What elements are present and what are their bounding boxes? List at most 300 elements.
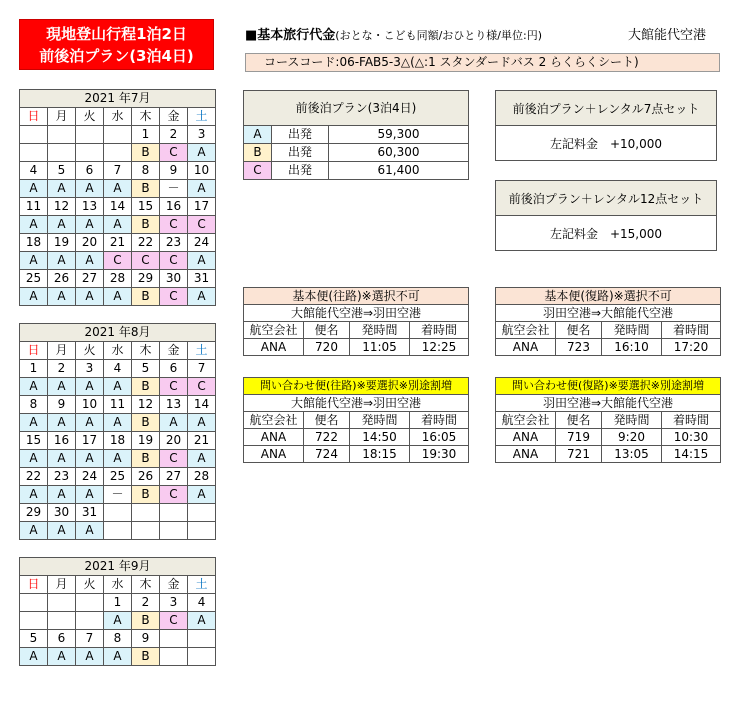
flight-basic-return: [495, 287, 721, 356]
flight-cell: ANA: [244, 429, 304, 446]
calendar-plan-code: A: [48, 216, 76, 234]
calendar-code-row: [20, 612, 216, 630]
rental12-table: [495, 180, 717, 251]
calendar-date: 19: [132, 432, 160, 450]
flight-cell: 11:05: [350, 339, 410, 356]
calendar-code-row: [20, 522, 216, 540]
calendar-plan-code: A: [48, 180, 76, 198]
calendar-date: 7: [76, 630, 104, 648]
flight-column-header: 発時間: [350, 322, 410, 339]
weekday-header: 火: [76, 108, 104, 126]
calendar-plan-code: A: [48, 522, 76, 540]
calendar-plan-code: A: [20, 288, 48, 306]
flight-cell: 720: [304, 339, 350, 356]
plan-price: 59,300: [329, 126, 469, 144]
calendar-date: 13: [76, 198, 104, 216]
rental7-title: 前後泊プラン＋レンタル7点セット: [496, 91, 717, 126]
calendar-plan-code: A: [188, 180, 216, 198]
calendar-date: [104, 126, 132, 144]
flight-cell: 9:20: [602, 429, 662, 446]
flight-cell: ANA: [244, 339, 304, 356]
calendar-plan-code: B: [132, 144, 160, 162]
calendar-date: 21: [188, 432, 216, 450]
calendar-date: 15: [132, 198, 160, 216]
calendar-date: 20: [76, 234, 104, 252]
calendar-date: 4: [20, 162, 48, 180]
plan-row-a: [244, 126, 469, 144]
flight-row: [244, 339, 469, 356]
flight-column-header: 着時間: [662, 322, 721, 339]
calendar-date: 14: [104, 198, 132, 216]
calendar-date-row: [20, 270, 216, 288]
calendar-date: 16: [160, 198, 188, 216]
flight-inquiry-outbound: [243, 377, 469, 463]
calendar-plan-code: A: [76, 378, 104, 396]
weekday-header: 金: [160, 342, 188, 360]
calendar-code-row: [20, 486, 216, 504]
flight-cell: 721: [556, 446, 602, 463]
flight-heading: 基本便(往路)※選択不可: [244, 288, 469, 305]
calendar-date: 7: [188, 360, 216, 378]
calendar-plan-code: A: [76, 216, 104, 234]
base-price-heading: [245, 24, 542, 43]
weekday-header: 水: [104, 342, 132, 360]
flight-inquiry-return: [495, 377, 721, 463]
calendar-date: 5: [20, 630, 48, 648]
calendar-date: 9: [48, 396, 76, 414]
calendar-date: 25: [104, 468, 132, 486]
flight-heading: 問い合わせ便(往路)※要選択※別途割増: [244, 378, 469, 395]
calendar-date: 26: [132, 468, 160, 486]
calendar-plan-code: B: [132, 180, 160, 198]
calendar-date: 6: [48, 630, 76, 648]
weekday-header: 土: [188, 576, 216, 594]
calendar-plan-code: A: [20, 414, 48, 432]
calendar-plan-code: [48, 612, 76, 630]
flight-cell: 722: [304, 429, 350, 446]
rental12-title: 前後泊プラン＋レンタル12点セット: [496, 181, 717, 216]
calendar-plan-code: [76, 144, 104, 162]
calendar-code-row: [20, 378, 216, 396]
calendar-plan-code: B: [132, 216, 160, 234]
calendar-plan-code: A: [188, 486, 216, 504]
calendar-date: 25: [20, 270, 48, 288]
calendar-plan-code: B: [132, 288, 160, 306]
calendar-plan-code: A: [20, 252, 48, 270]
calendar-plan-code: C: [160, 216, 188, 234]
calendar-date: 7: [104, 162, 132, 180]
plan-code: C: [244, 162, 272, 180]
weekday-header: 火: [76, 576, 104, 594]
weekday-header: 金: [160, 108, 188, 126]
calendar-date: 2: [132, 594, 160, 612]
weekday-header: 木: [132, 108, 160, 126]
calendar-plan-code: A: [48, 414, 76, 432]
flight-cell: ANA: [496, 446, 556, 463]
weekday-header: 火: [76, 342, 104, 360]
calendar-date: 1: [20, 360, 48, 378]
flight-cell: 10:30: [662, 429, 721, 446]
calendar-plan-code: A: [48, 288, 76, 306]
calendar-plan-code: C: [160, 144, 188, 162]
calendar-plan-code: C: [160, 288, 188, 306]
calendar-plan-code: A: [104, 288, 132, 306]
calendar-date: 3: [188, 126, 216, 144]
calendar-date: 14: [188, 396, 216, 414]
calendar-plan-code: [20, 144, 48, 162]
calendar-plan-code: A: [48, 486, 76, 504]
flight-column-header: 発時間: [602, 322, 662, 339]
calendar-date: [48, 594, 76, 612]
calendar-month-title: 2021 年7月: [20, 90, 216, 108]
calendar-date: 24: [188, 234, 216, 252]
calendar-plan-code: B: [132, 648, 160, 666]
calendar-date: 29: [20, 504, 48, 522]
calendar-date-row: [20, 162, 216, 180]
calendar-date: 31: [76, 504, 104, 522]
flight-cell: ANA: [496, 429, 556, 446]
plan-price-table: [243, 90, 469, 180]
calendar-date: 9: [160, 162, 188, 180]
tour-title-line1: 現地登山行程1泊2日: [46, 25, 187, 43]
flight-row: [244, 446, 469, 463]
calendar-plan-code: C: [188, 216, 216, 234]
calendar-plan-code: A: [76, 252, 104, 270]
calendar-plan-code: A: [20, 486, 48, 504]
calendar-plan-code: A: [160, 414, 188, 432]
calendar-plan-code: C: [160, 450, 188, 468]
flight-cell: 16:05: [410, 429, 469, 446]
calendar-plan-code: A: [188, 450, 216, 468]
calendar-date: 12: [132, 396, 160, 414]
calendar-date: 18: [104, 432, 132, 450]
calendar-date-row: [20, 468, 216, 486]
calendar-date: [160, 630, 188, 648]
weekday-header: 日: [20, 108, 48, 126]
flight-cell: ANA: [244, 446, 304, 463]
calendar-date: 5: [48, 162, 76, 180]
flight-cell: 18:15: [350, 446, 410, 463]
calendar-date: [20, 126, 48, 144]
calendar-date: [104, 504, 132, 522]
calendar-date: 3: [76, 360, 104, 378]
calendar-plan-code: A: [104, 216, 132, 234]
calendar-plan-code: A: [76, 288, 104, 306]
calendar-plan-code: C: [188, 378, 216, 396]
calendar-date-row: [20, 234, 216, 252]
calendar-plan-code: A: [76, 648, 104, 666]
plan-price: 61,400: [329, 162, 469, 180]
calendar-month-title: 2021 年9月: [20, 558, 216, 576]
calendar-plan-code: A: [188, 288, 216, 306]
calendar-date: 8: [104, 630, 132, 648]
calendar-plan-code: C: [132, 252, 160, 270]
calendar-date: 24: [76, 468, 104, 486]
calendar-date: [188, 504, 216, 522]
flight-column-header: 航空会社: [496, 412, 556, 429]
calendar-date: 8: [20, 396, 48, 414]
calendar-date: 22: [132, 234, 160, 252]
calendar-code-row: [20, 144, 216, 162]
calendar-date: [132, 504, 160, 522]
flight-column-header: 航空会社: [496, 322, 556, 339]
calendar-date-row: [20, 396, 216, 414]
weekday-header: 土: [188, 108, 216, 126]
calendar-code-row: [20, 648, 216, 666]
calendar-date-row: [20, 504, 216, 522]
calendar-date: 30: [160, 270, 188, 288]
calendar-plan-code: C: [160, 612, 188, 630]
departure-airport: 大館能代空港: [628, 28, 707, 43]
calendar-plan-code: A: [104, 414, 132, 432]
calendar-plan-code: A: [20, 450, 48, 468]
calendar-plan-code: B: [132, 612, 160, 630]
calendar-date: 2: [48, 360, 76, 378]
calendar-date: 31: [188, 270, 216, 288]
calendar-date: 23: [160, 234, 188, 252]
calendar-plan-code: A: [20, 180, 48, 198]
calendar-date: 11: [104, 396, 132, 414]
plan-row-c: [244, 162, 469, 180]
calendar-date: 16: [48, 432, 76, 450]
calendar-date: 2: [160, 126, 188, 144]
calendar-plan-code: [76, 612, 104, 630]
flight-column-header: 便名: [556, 412, 602, 429]
weekday-header: 木: [132, 576, 160, 594]
calendar-date: 26: [48, 270, 76, 288]
flight-cell: 13:05: [602, 446, 662, 463]
calendar-date: 21: [104, 234, 132, 252]
calendar-date: 10: [188, 162, 216, 180]
base-price-label: ■基本旅行代金: [245, 28, 336, 43]
flight-cell: 724: [304, 446, 350, 463]
flight-cell: 14:15: [662, 446, 721, 463]
calendar-date: 30: [48, 504, 76, 522]
weekday-header: 日: [20, 342, 48, 360]
calendar-code-row: [20, 288, 216, 306]
calendar-july: [19, 89, 216, 306]
calendar-plan-code: C: [104, 252, 132, 270]
flight-heading: 基本便(復路)※選択不可: [496, 288, 721, 305]
plan-price: 60,300: [329, 144, 469, 162]
calendar-plan-code: [188, 648, 216, 666]
flight-route: 羽田空港⇒大館能代空港: [496, 305, 721, 322]
calendar-plan-code: A: [104, 180, 132, 198]
calendar-date: 4: [104, 360, 132, 378]
flight-column-header: 便名: [304, 322, 350, 339]
flight-column-header: 航空会社: [244, 412, 304, 429]
plan-code: A: [244, 126, 272, 144]
calendar-date: 3: [160, 594, 188, 612]
calendar-plan-code: A: [104, 378, 132, 396]
calendar-september: [19, 557, 216, 666]
calendar-plan-code: [188, 522, 216, 540]
calendar-date: 28: [188, 468, 216, 486]
tour-title: [19, 19, 214, 70]
calendar-date: 6: [160, 360, 188, 378]
calendar-date: 6: [76, 162, 104, 180]
plan-label: 出発: [272, 126, 329, 144]
calendar-plan-code: C: [160, 252, 188, 270]
rental7-price: 左記料金 +10,000: [496, 126, 717, 161]
flight-cell: 723: [556, 339, 602, 356]
weekday-header: 月: [48, 108, 76, 126]
flight-cell: 14:50: [350, 429, 410, 446]
weekday-header: 月: [48, 576, 76, 594]
calendar-date: 11: [20, 198, 48, 216]
flight-column-header: 航空会社: [244, 322, 304, 339]
flight-cell: ANA: [496, 339, 556, 356]
flight-route: 羽田空港⇒大館能代空港: [496, 395, 721, 412]
flight-row: [244, 429, 469, 446]
calendar-plan-code: A: [48, 648, 76, 666]
calendar-date: 19: [48, 234, 76, 252]
calendar-plan-code: B: [132, 450, 160, 468]
calendar-plan-code: A: [76, 486, 104, 504]
flight-cell: 19:30: [410, 446, 469, 463]
calendar-date: 28: [104, 270, 132, 288]
calendar-plan-code: A: [20, 522, 48, 540]
calendar-code-row: [20, 450, 216, 468]
flight-column-header: 発時間: [602, 412, 662, 429]
flight-row: [496, 429, 721, 446]
calendar-plan-code: A: [104, 612, 132, 630]
calendar-date-row: [20, 360, 216, 378]
calendar-date: 27: [160, 468, 188, 486]
calendar-date: [48, 126, 76, 144]
calendar-plan-code: A: [20, 648, 48, 666]
tour-title-line2: 前後泊プラン(3泊4日): [39, 47, 194, 65]
calendar-plan-code: A: [76, 522, 104, 540]
calendar-plan-code: A: [188, 612, 216, 630]
flight-column-header: 便名: [304, 412, 350, 429]
calendar-date: [20, 594, 48, 612]
flight-row: [496, 339, 721, 356]
calendar-month-title: 2021 年8月: [20, 324, 216, 342]
calendar-plan-code: B: [132, 414, 160, 432]
calendar-plan-code: A: [104, 450, 132, 468]
weekday-header: 金: [160, 576, 188, 594]
base-price-note: (おとな・こども同額/おひとり様/単位:円): [335, 29, 542, 42]
flight-heading: 問い合わせ便(復路)※要選択※別途割増: [496, 378, 721, 395]
calendar-date: 17: [76, 432, 104, 450]
calendar-plan-code: A: [76, 414, 104, 432]
calendar-date: [188, 630, 216, 648]
calendar-date: 8: [132, 162, 160, 180]
calendar-date: 17: [188, 198, 216, 216]
calendar-august: [19, 323, 216, 540]
calendar-plan-code: [48, 144, 76, 162]
calendar-date: [76, 126, 104, 144]
calendar-date: 9: [132, 630, 160, 648]
calendar-code-row: [20, 414, 216, 432]
calendar-plan-code: [104, 522, 132, 540]
calendar-date-row: [20, 594, 216, 612]
plan-row-b: [244, 144, 469, 162]
flight-basic-outbound: [243, 287, 469, 356]
calendar-plan-code: A: [104, 648, 132, 666]
plan-title: 前後泊プラン(3泊4日): [244, 91, 469, 126]
plan-label: 出発: [272, 144, 329, 162]
flight-route: 大館能代空港⇒羽田空港: [244, 395, 469, 412]
calendar-code-row: [20, 252, 216, 270]
calendar-plan-code: －: [160, 180, 188, 198]
calendar-date: 4: [188, 594, 216, 612]
plan-code: B: [244, 144, 272, 162]
calendar-plan-code: [160, 648, 188, 666]
flight-cell: 719: [556, 429, 602, 446]
flight-cell: 16:10: [602, 339, 662, 356]
calendar-plan-code: [160, 522, 188, 540]
calendar-date: 22: [20, 468, 48, 486]
course-code: コースコード:06-FAB5-3△(△:1 スタンダードバス 2 らくらくシート): [245, 53, 720, 72]
calendar-plan-code: C: [160, 486, 188, 504]
calendar-date: 10: [76, 396, 104, 414]
flight-column-header: 便名: [556, 322, 602, 339]
calendar-plan-code: A: [48, 378, 76, 396]
calendar-date: [76, 594, 104, 612]
calendar-date: 20: [160, 432, 188, 450]
calendar-plan-code: A: [188, 252, 216, 270]
calendar-date: 23: [48, 468, 76, 486]
calendar-plan-code: －: [104, 486, 132, 504]
calendar-plan-code: A: [76, 180, 104, 198]
flight-column-header: 着時間: [662, 412, 721, 429]
weekday-header: 水: [104, 576, 132, 594]
calendar-date: 12: [48, 198, 76, 216]
calendar-date: 18: [20, 234, 48, 252]
calendar-date: 13: [160, 396, 188, 414]
calendar-plan-code: A: [48, 450, 76, 468]
calendar-plan-code: A: [188, 414, 216, 432]
calendar-date-row: [20, 630, 216, 648]
weekday-header: 木: [132, 342, 160, 360]
calendar-plan-code: A: [188, 144, 216, 162]
calendar-code-row: [20, 180, 216, 198]
calendar-date: 1: [132, 126, 160, 144]
calendar-plan-code: [20, 612, 48, 630]
flight-cell: 17:20: [662, 339, 721, 356]
calendar-plan-code: A: [48, 252, 76, 270]
flight-column-header: 着時間: [410, 322, 469, 339]
calendar-date: 27: [76, 270, 104, 288]
flight-route: 大館能代空港⇒羽田空港: [244, 305, 469, 322]
weekday-header: 日: [20, 576, 48, 594]
calendar-date: 1: [104, 594, 132, 612]
weekday-header: 土: [188, 342, 216, 360]
calendar-plan-code: C: [160, 378, 188, 396]
rental12-price: 左記料金 +15,000: [496, 216, 717, 251]
calendar-date: 29: [132, 270, 160, 288]
weekday-header: 水: [104, 108, 132, 126]
calendar-plan-code: A: [76, 450, 104, 468]
calendar-plan-code: [104, 144, 132, 162]
calendar-plan-code: B: [132, 486, 160, 504]
flight-row: [496, 446, 721, 463]
calendar-plan-code: A: [20, 378, 48, 396]
plan-label: 出発: [272, 162, 329, 180]
calendar-code-row: [20, 216, 216, 234]
calendar-date: 15: [20, 432, 48, 450]
flight-column-header: 着時間: [410, 412, 469, 429]
flight-column-header: 発時間: [350, 412, 410, 429]
calendar-date-row: [20, 126, 216, 144]
flight-cell: 12:25: [410, 339, 469, 356]
weekday-header: 月: [48, 342, 76, 360]
calendar-plan-code: [132, 522, 160, 540]
rental7-table: [495, 90, 717, 161]
calendar-date-row: [20, 198, 216, 216]
